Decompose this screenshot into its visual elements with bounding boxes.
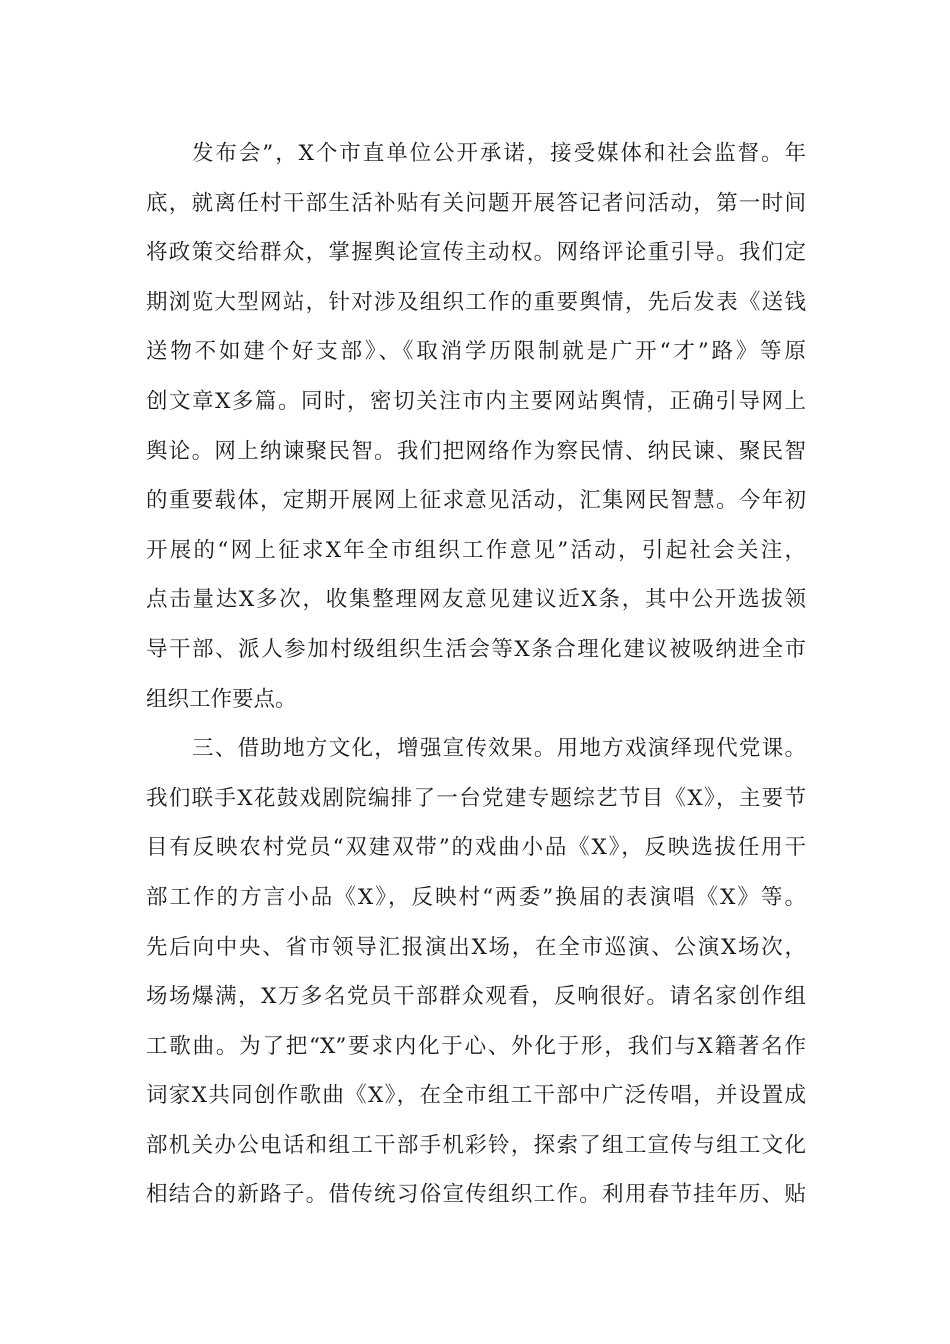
text-line: 相结合的新路子。借传统习俗宣传组织工作。利用春节挂年历、贴 bbox=[146, 1182, 806, 1208]
body-text bbox=[146, 129, 806, 1220]
text-line: 舆论。网上纳谏聚民智。我们把网络作为察民情、纳民谏、聚民智 bbox=[146, 438, 806, 464]
text-line: 送物不如建个好支部》、《取消学历限制就是广开“才”路》等原 bbox=[146, 339, 806, 365]
text-line: 三、借助地方文化，增强宣传效果。用地方戏演绎现代党课。 bbox=[192, 736, 806, 762]
text-line: 底，就离任村干部生活补贴有关问题开展答记者问活动，第一时间 bbox=[146, 190, 806, 216]
text-line: 目有反映农村党员“双建双带”的戏曲小品《X》，反映选拔任用干 bbox=[146, 835, 806, 861]
text-line: 开展的“网上征求X年全市组织工作意见”活动，引起社会关注， bbox=[146, 537, 806, 563]
paragraph-1 bbox=[146, 129, 806, 724]
text-line: 部机关办公电话和组工干部手机彩铃，探索了组工宣传与组工文化 bbox=[146, 1132, 806, 1158]
text-line: 期浏览大型网站，针对涉及组织工作的重要舆情，先后发表《送钱 bbox=[146, 289, 806, 315]
text-line: 点击量达X多次，收集整理网友意见建议近X条，其中公开选拔领 bbox=[146, 587, 806, 613]
text-line: 发布会”，X个市直单位公开承诺，接受媒体和社会监督。年 bbox=[192, 141, 806, 166]
text-line: 工歌曲。为了把“X”要求内化于心、外化于形，我们与X籍著名作 bbox=[146, 1033, 806, 1059]
text-line: 场场爆满，X万多名党员干部群众观看，反响很好。请名家创作组 bbox=[146, 984, 806, 1010]
text-line: 的重要载体，定期开展网上征求意见活动，汇集网民智慧。今年初 bbox=[146, 488, 806, 514]
text-line: 导干部、派人参加村级组织生活会等X条合理化建议被吸纳进全市 bbox=[146, 636, 806, 662]
text-line: 部工作的方言小品《X》，反映村“两委”换届的表演唱《X》等。 bbox=[146, 884, 806, 910]
text-line: 将政策交给群众，掌握舆论宣传主动权。网络评论重引导。我们定 bbox=[146, 240, 806, 266]
text-line: 词家X共同创作歌曲《X》，在全市组工干部中广泛传唱，并设置成 bbox=[146, 1083, 806, 1109]
text-line: 创文章X多篇。同时，密切关注市内主要网站舆情，正确引导网上 bbox=[146, 388, 806, 414]
text-line: 组织工作要点。 bbox=[146, 686, 297, 712]
text-line: 我们联手X花鼓戏剧院编排了一台党建专题综艺节目《X》，主要节 bbox=[146, 785, 806, 811]
paragraph-2 bbox=[146, 724, 806, 1220]
text-line: 先后向中央、省市领导汇报演出X场，在全市巡演、公演X场次， bbox=[146, 934, 806, 960]
